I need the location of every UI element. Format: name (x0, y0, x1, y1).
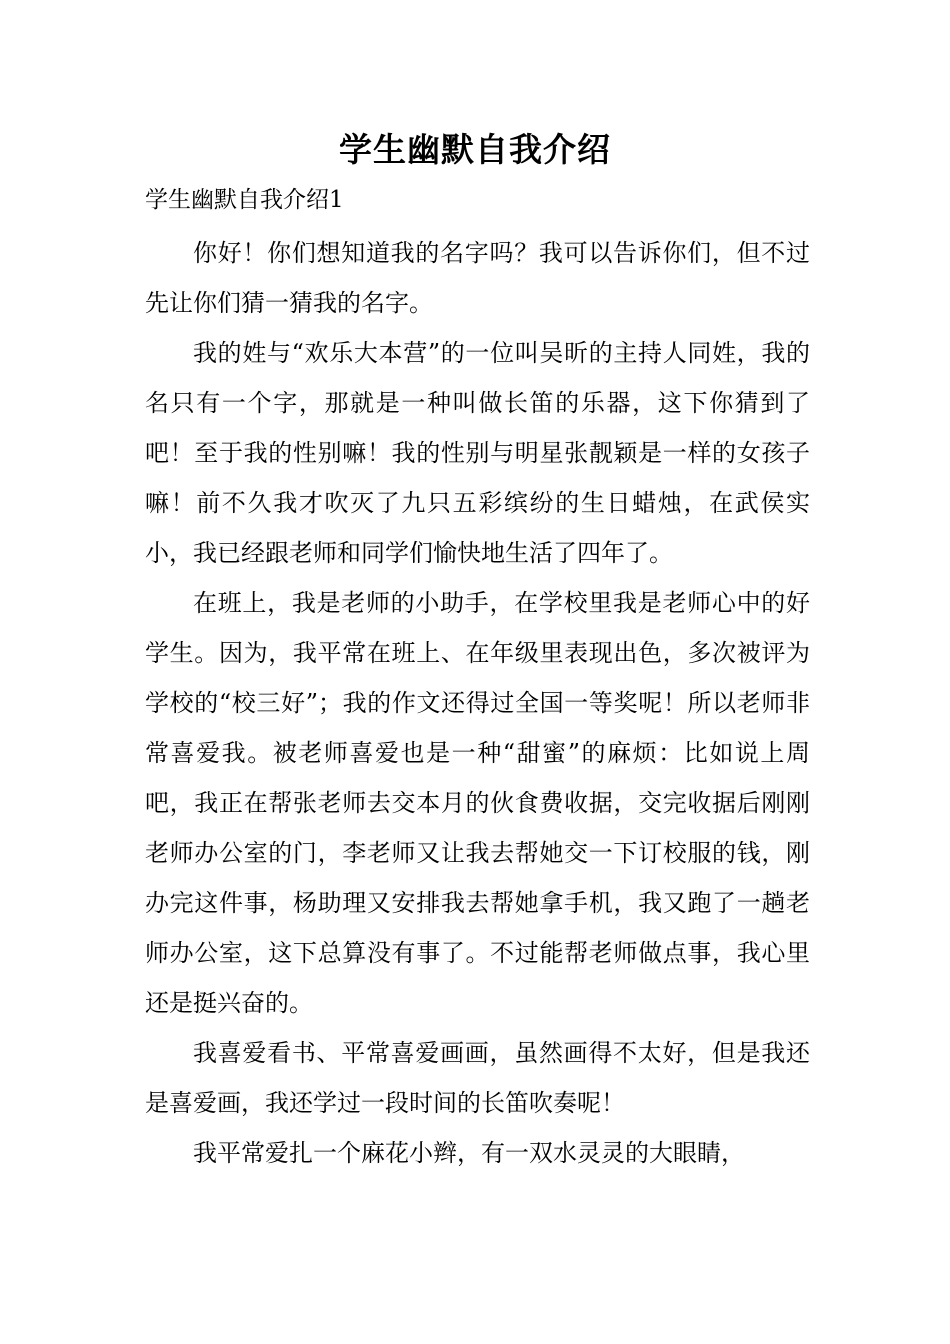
document-body (145, 228, 810, 1178)
paragraph-1: 你好！你们想知道我的名字吗？我可以告诉你们，但不过先让你们猜一猜我的名字。 (145, 239, 810, 317)
section-heading: 学生幽默自我介绍1 (145, 187, 344, 213)
paragraph-5: 我平常爱扎一个麻花小辫，有一双水灵灵的大眼睛， (193, 1139, 745, 1167)
document-title: 学生幽默自我介绍 (339, 130, 611, 169)
paragraph-4: 我喜爱看书、平常喜爱画画，虽然画得不太好，但是我还是喜爱画，我还学过一段时间的长笛吹奏呢！ (145, 1039, 810, 1117)
paragraph-3: 在班上，我是老师的小助手，在学校里我是老师心中的好学生。因为，我平常在班上、在年级里表现出色，多次被评为学校的“校三好”；我的作文还得过全国一等奖呢！所以老师非常喜爱我。被老师喜爱也是一种“甜蜜”的麻烦：比如说上周吧，我正在帮张老师去交本月的伙食费收据，交完收据后刚刚老师办公室的门，李老师又让我去帮她交一下订校服的钱，刚办完这件事，杨助理又安排我去帮她拿手机，我又跑了一趟老师办公室，这下总算没有事了。不过能帮老师做点事，我心里还是挺兴奋的。 (145, 589, 810, 1017)
paragraph-2: 我的姓与“欢乐大本营”的一位叫吴昕的主持人同姓，我的名只有一个字，那就是一种叫做长笛的乐器，这下你猜到了吧！至于我的性别嘛！我的性别与明星张靓颖是一样的女孩子嘛！前不久我才吹灭了九只五彩缤纷的生日蜡烛，在武侯实小，我已经跟老师和同学们愉快地生活了四年了。 (145, 339, 810, 567)
